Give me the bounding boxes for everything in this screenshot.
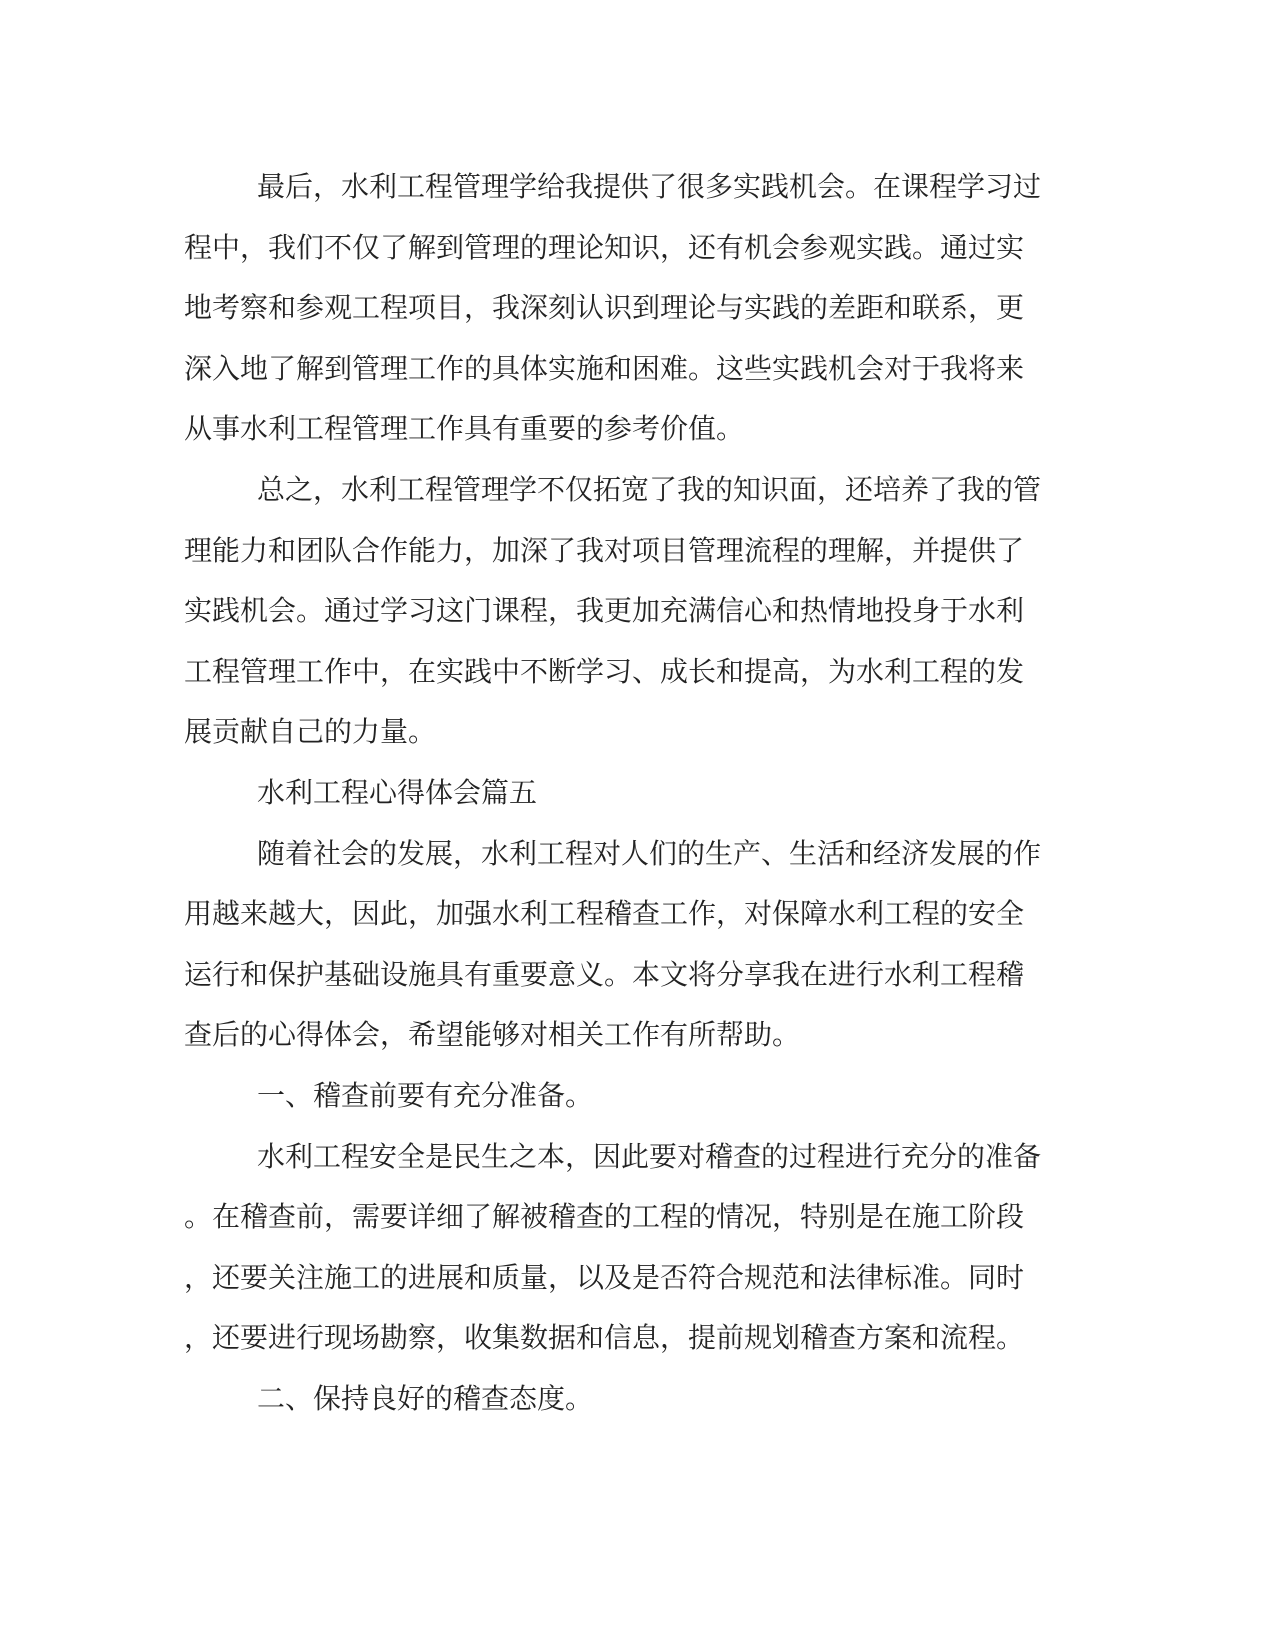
text-line: 一、稽查前要有充分准备。 — [257, 1078, 594, 1112]
text-line: 总之，水利工程管理学不仅拓宽了我的知识面，还培养了我的管 — [257, 472, 1042, 506]
document-body — [184, 157, 1064, 1429]
text-line: 水利工程心得体会篇五 — [257, 775, 538, 809]
text-line: 程中，我们不仅了解到管理的理论知识，还有机会参观实践。通过实 — [184, 230, 1025, 264]
text-line: 深入地了解到管理工作的具体实施和困难。这些实践机会对于我将来 — [184, 351, 1025, 385]
text-line: 二、保持良好的稽查态度。 — [257, 1381, 594, 1415]
text-line: ，还要进行现场勘察，收集数据和信息，提前规划稽查方案和流程。 — [184, 1321, 1025, 1355]
text-line: 水利工程安全是民生之本，因此要对稽查的过程进行充分的准备 — [257, 1139, 1042, 1173]
text-line: 。在稽查前，需要详细了解被稽查的工程的情况，特别是在施工阶段 — [184, 1200, 1025, 1234]
text-line: 实践机会。通过学习这门课程，我更加充满信心和热情地投身于水利 — [184, 594, 1025, 628]
text-line: 最后，水利工程管理学给我提供了很多实践机会。在课程学习过 — [257, 170, 1042, 203]
text-line: 理能力和团队合作能力，加深了我对项目管理流程的理解，并提供了 — [184, 533, 1025, 567]
text-line: 运行和保护基础设施具有重要意义。本文将分享我在进行水利工程稽 — [184, 957, 1025, 991]
text-line: ，还要关注施工的进展和质量，以及是否符合规范和法律标准。同时 — [184, 1260, 1025, 1294]
text-line: 查后的心得体会，希望能够对相关工作有所帮助。 — [184, 1018, 801, 1052]
text-line: 地考察和参观工程项目，我深刻认识到理论与实践的差距和联系，更 — [184, 291, 1025, 325]
text-line: 用越来越大，因此，加强水利工程稽查工作，对保障水利工程的安全 — [184, 897, 1025, 931]
text-line: 工程管理工作中，在实践中不断学习、成长和提高，为水利工程的发 — [184, 654, 1025, 688]
text-line: 从事水利工程管理工作具有重要的参考价值。 — [184, 412, 745, 446]
text-line: 随着社会的发展，水利工程对人们的生产、生活和经济发展的作 — [257, 836, 1042, 870]
text-line: 展贡献自己的力量。 — [184, 715, 437, 749]
